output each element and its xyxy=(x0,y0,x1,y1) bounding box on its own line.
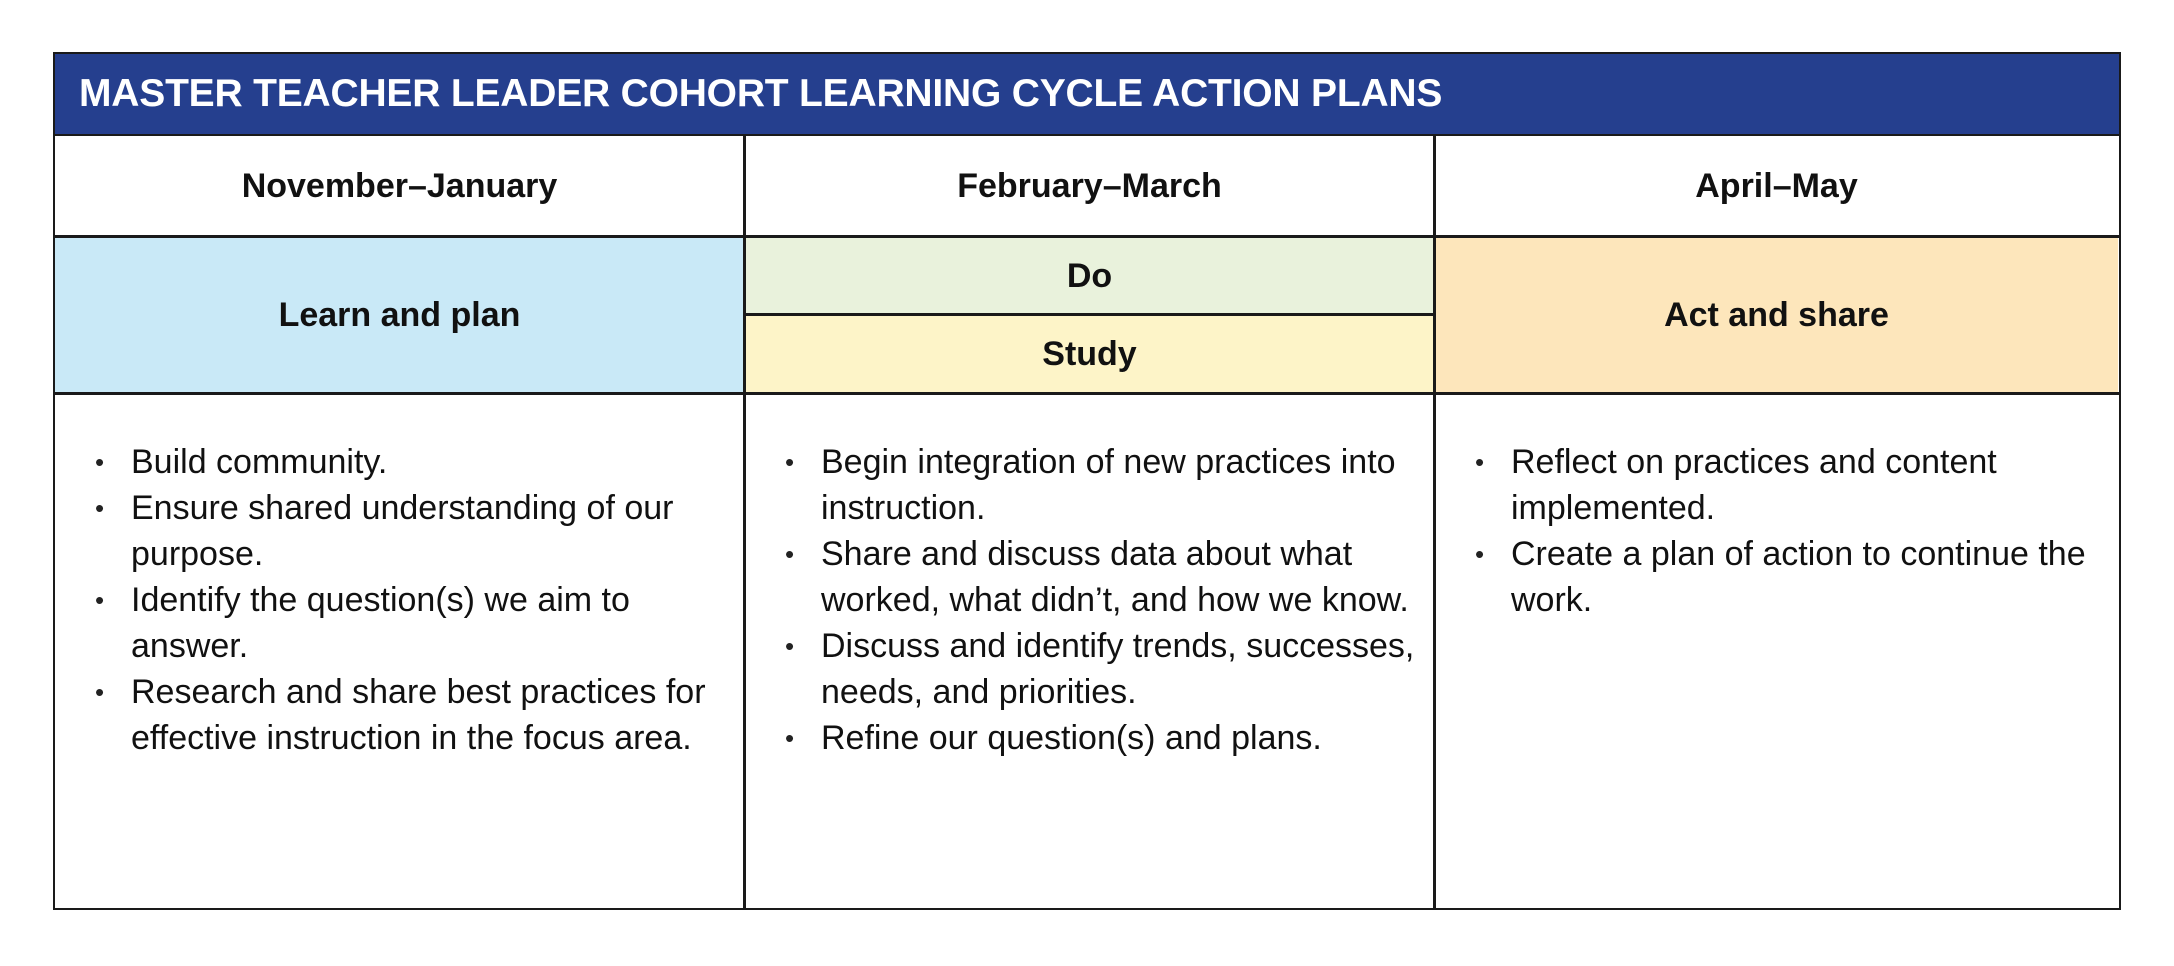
column-divider xyxy=(1433,136,1436,908)
column-items-feb-mar xyxy=(745,395,1434,761)
phase-act-and-share: Act and share xyxy=(1435,238,2118,393)
column-items-apr-may xyxy=(1435,395,2118,623)
bullet-list xyxy=(55,439,744,761)
list-item: • Identify the question(s) we aim to answer. xyxy=(55,577,744,669)
period-header-feb-mar: February–March xyxy=(957,166,1222,205)
phase-learn-and-plan: Learn and plan xyxy=(55,238,744,393)
phase-do: Do xyxy=(745,238,1434,315)
column-divider xyxy=(743,136,746,908)
list-item: • Ensure shared understanding of our purpose. xyxy=(55,485,744,577)
list-item: • Discuss and identify trends, successes, needs, and priorities. xyxy=(745,623,1434,715)
row-divider xyxy=(743,313,1435,316)
row-divider xyxy=(55,392,2119,395)
list-item: • Create a plan of action to continue the work. xyxy=(1435,531,2118,623)
bullet-list xyxy=(1435,439,2118,623)
row-divider xyxy=(55,235,2119,238)
list-item: • Refine our question(s) and plans. xyxy=(745,715,1434,761)
list-item: • Share and discuss data about what worked, what didn’t, and how we know. xyxy=(745,531,1434,623)
column-items-nov-jan xyxy=(55,395,744,761)
table-title: MASTER TEACHER LEADER COHORT LEARNING CYCLE ACTION PLANS xyxy=(55,54,2119,136)
list-item: • Reflect on practices and content implemented. xyxy=(1435,439,2118,531)
phase-study: Study xyxy=(745,316,1434,393)
bullet-list xyxy=(745,439,1434,761)
period-header-apr-may: April–May xyxy=(1695,166,1858,205)
list-item: • Research and share best practices for effective instruction in the focus area. xyxy=(55,669,744,761)
action-plans-table xyxy=(53,52,2121,910)
period-header-nov-jan: November–January xyxy=(241,166,558,205)
list-item: • Build community. xyxy=(55,439,744,485)
list-item: • Begin integration of new practices into instruction. xyxy=(745,439,1434,531)
